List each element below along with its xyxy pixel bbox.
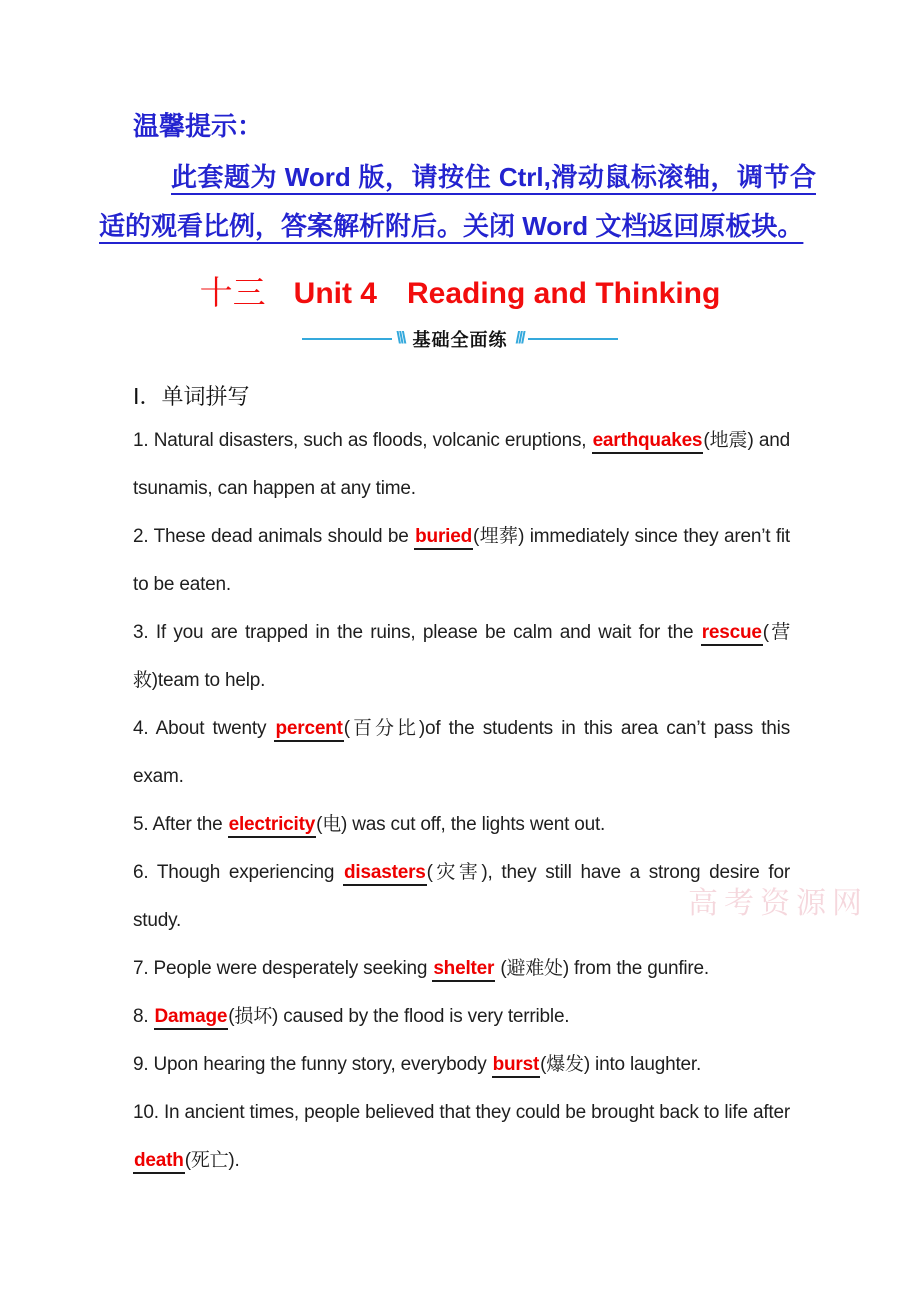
exercise-item xyxy=(133,801,790,849)
sentence-text: (损坏) caused by the flood is very terrible. xyxy=(228,1006,570,1027)
exercise-number: 9. xyxy=(133,1054,154,1075)
sentence-text: (电) was cut off, the lights went out. xyxy=(316,814,606,835)
exercise-number: 5. xyxy=(133,814,153,835)
divider-slashes-right-icon: /// xyxy=(515,328,524,347)
sentence-text: Natural disasters, such as floods, volcanic eruptions, xyxy=(153,430,592,451)
sentence-text: (死亡). xyxy=(184,1150,240,1171)
exercise-item xyxy=(133,417,790,513)
answer-word: electricity xyxy=(228,814,317,838)
title-lesson-number: 十三 xyxy=(199,276,266,312)
notice-block xyxy=(0,0,920,251)
sentence-text: (埋葬) immediately since they aren’t fit to be eaten. xyxy=(133,526,791,595)
divider-slashes-left-icon: \\\ xyxy=(396,328,405,347)
exercise-list xyxy=(133,417,790,1185)
exercise-item xyxy=(133,1041,790,1089)
sentence-text: About twenty xyxy=(155,718,275,739)
sentence-text: (爆发) into laughter. xyxy=(540,1054,702,1075)
exercise-item xyxy=(133,513,790,609)
exercise-item xyxy=(133,609,790,705)
section-heading: Ⅰ．单词拼写 xyxy=(133,384,250,409)
answer-word: disasters xyxy=(343,862,427,886)
exercise-number: 7. xyxy=(133,958,154,979)
sentence-text: (营救)team to help. xyxy=(133,622,790,691)
exercise-number: 2. xyxy=(133,526,154,547)
exercise-number: 3. xyxy=(133,622,156,643)
exercise-item xyxy=(133,993,790,1041)
exercise-item xyxy=(133,945,790,993)
sentence-text: In ancient times, people believed that they could be brought back to life after xyxy=(163,1102,790,1123)
exercise-item xyxy=(133,705,790,801)
sentence-text: (避难处) from the gunfire. xyxy=(495,958,709,979)
sentence-text: If you are trapped in the ruins, please be calm and wait for the xyxy=(155,622,701,643)
sentence-text: People were desperately seeking xyxy=(153,958,433,979)
notice-label: 温馨提示： xyxy=(133,111,264,141)
section-divider xyxy=(0,326,920,352)
sentence-text: (地震) and tsunamis, can happen at any time. xyxy=(133,430,790,499)
answer-word: rescue xyxy=(701,622,763,646)
answer-word: Damage xyxy=(154,1006,229,1030)
exercise-number: 4. xyxy=(133,718,156,739)
answer-word: death xyxy=(133,1150,185,1174)
exercise-number: 10. xyxy=(133,1102,164,1123)
answer-word: earthquakes xyxy=(592,430,704,454)
sentence-text: (灾害), they still have a strong desire for study. xyxy=(133,862,790,931)
divider-label: 基础全面练 xyxy=(412,330,508,350)
notice-body: 此套题为 Word 版，请按住 Ctrl,滑动鼠标滚轴，调节合适的观看比例，答案解析附后。关闭 Word 文档返回原板块。 xyxy=(99,162,816,241)
exercise-item xyxy=(133,849,790,945)
title-unit-text: Unit 4 Reading and Thinking xyxy=(293,277,721,310)
exercise-number: 1. xyxy=(133,430,154,451)
answer-word: percent xyxy=(274,718,343,742)
divider-line-left xyxy=(302,338,392,340)
watermark: 高考资源网 xyxy=(688,887,868,920)
answer-word: shelter xyxy=(432,958,495,982)
answer-word: buried xyxy=(414,526,473,550)
sentence-text: Though experiencing xyxy=(156,862,343,883)
sentence-text: After the xyxy=(152,814,228,835)
divider-line-right xyxy=(528,338,618,340)
exercise-number: 6. xyxy=(133,862,157,883)
sentence-text: These dead animals should be xyxy=(153,526,415,547)
sentence-text: Upon hearing the funny story, everybody xyxy=(153,1054,492,1075)
exercise-item xyxy=(133,1089,790,1185)
sentence-text: (百分比)of the students in this area can’t pass this exam. xyxy=(133,718,790,787)
page-title xyxy=(0,267,920,314)
exercise-number: 8. xyxy=(133,1006,154,1027)
answer-word: burst xyxy=(492,1054,541,1078)
